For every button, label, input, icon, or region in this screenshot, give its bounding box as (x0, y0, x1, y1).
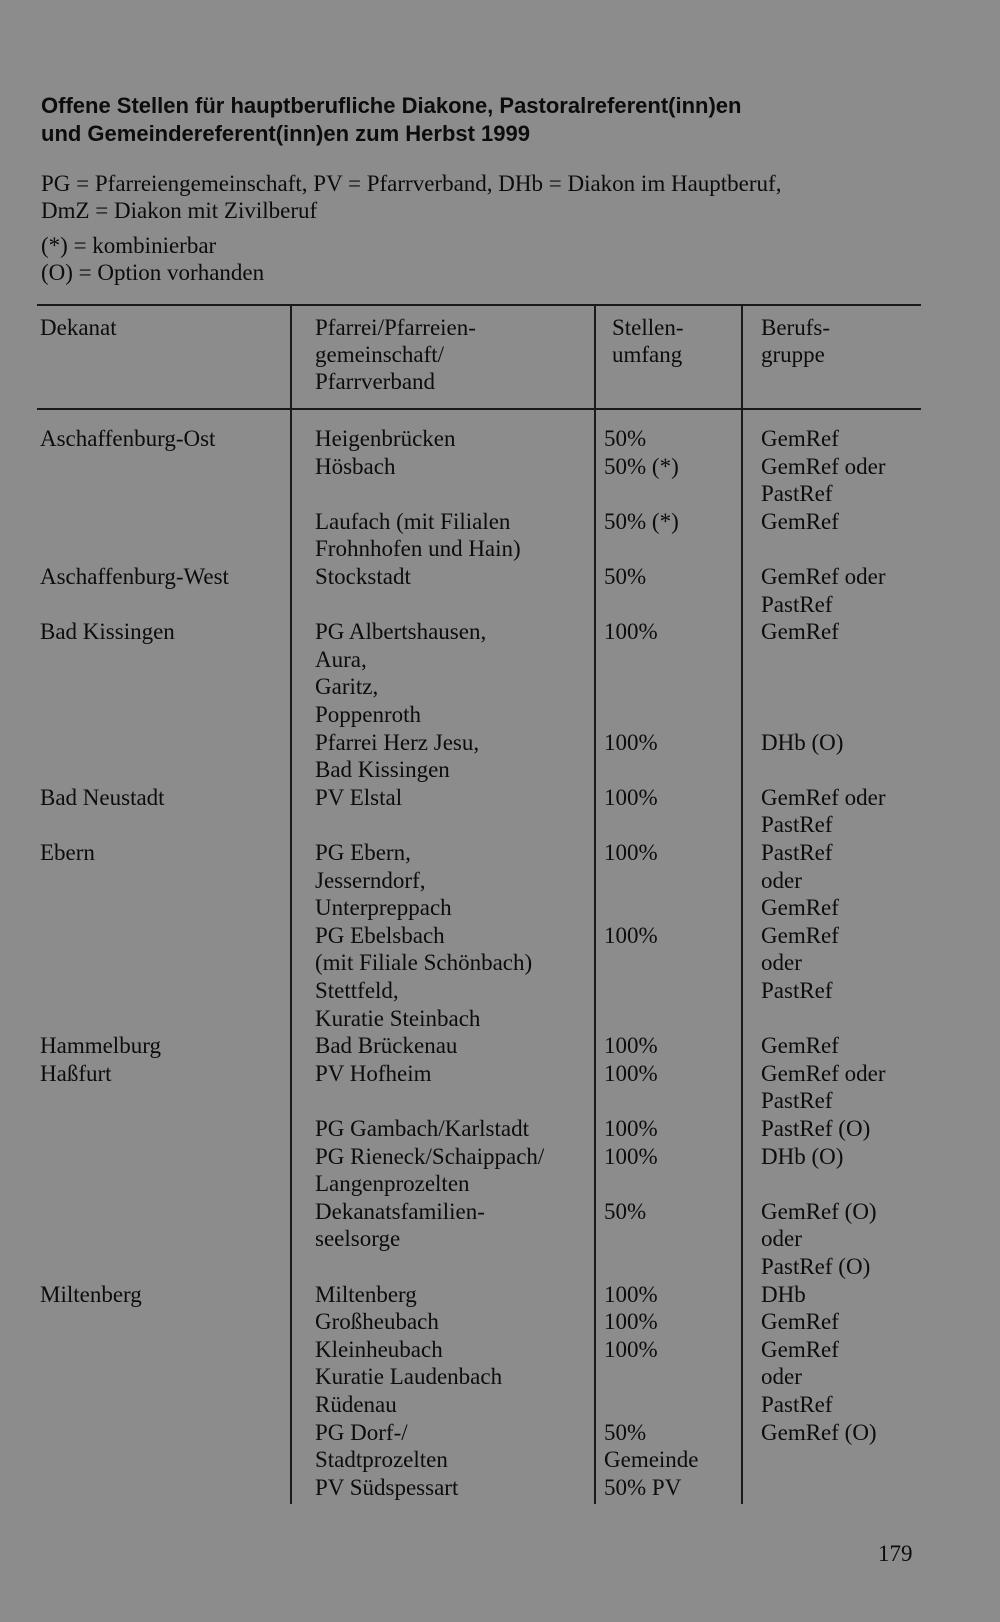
cell-stellenumfang: 100% (604, 840, 658, 865)
cell-berufsgruppe: PastRef oder GemRef (761, 840, 839, 921)
cell-stellenumfang: 50% Gemeinde 50% PV (604, 1419, 699, 1500)
cell-dekanat: Miltenberg (40, 1281, 142, 1307)
column-divider (741, 304, 743, 1504)
legend-line-4: (O) = Option vorhanden (41, 260, 265, 285)
header-stellenumfang: Stellen- umfang (612, 315, 684, 367)
table-top-rule (37, 304, 921, 306)
cell-stellenumfang: 50% (604, 426, 647, 451)
cell-stellenumfang: 100% (604, 1060, 658, 1086)
title-line-2: und Gemeindereferent(inn)en zum Herbst 1999 (41, 121, 530, 146)
cell-berufsgruppe: GemRef (761, 508, 839, 534)
cell-berufsgruppe: DHb (O) (761, 1143, 844, 1169)
header-berufsgruppe: Berufs- gruppe (761, 315, 830, 367)
cell-dekanat: Bad Neustadt (40, 784, 165, 810)
cell-stellenumfang: 100% (604, 1309, 658, 1335)
legend-line-2: DmZ = Diakon mit Zivilberuf (41, 198, 318, 223)
cell-pfarrei: PG Ebern, Jesserndorf, Unterpreppach (315, 840, 452, 921)
cell-berufsgruppe: GemRef (761, 1033, 839, 1059)
cell-pfarrei: Hösbach (315, 453, 396, 479)
cell-stellenumfang: 50% (*) (604, 453, 679, 479)
column-divider (290, 304, 292, 1504)
cell-berufsgruppe: DHb (761, 1281, 806, 1307)
cell-dekanat: Ebern (40, 840, 95, 865)
cell-pfarrei: PG Dorf-/ Stadtprozelten PV Südspessart (315, 1419, 459, 1500)
cell-berufsgruppe: GemRef (761, 619, 839, 645)
cell-stellenumfang: 100% (604, 1143, 658, 1169)
legend-line-1: PG = Pfarreiengemeinschaft, PV = Pfarrverband, DHb = Diakon im Hauptberuf, (41, 171, 782, 196)
cell-berufsgruppe: GemRef oder PastRef (761, 453, 886, 507)
cell-pfarrei: Laufach (mit Filialen Frohnhofen und Hain) (315, 508, 521, 562)
cell-stellenumfang: 100% (604, 1336, 658, 1362)
cell-pfarrei: Stockstadt (315, 564, 411, 589)
cell-pfarrei: Miltenberg (315, 1281, 417, 1307)
cell-dekanat: Hammelburg (40, 1033, 161, 1059)
cell-dekanat: Aschaffenburg-West (40, 564, 229, 589)
cell-berufsgruppe: GemRef (O) oder PastRef (O) (761, 1198, 877, 1279)
cell-dekanat: Aschaffenburg-Ost (40, 426, 216, 451)
cell-pfarrei: Pfarrei Herz Jesu, Bad Kissingen (315, 729, 480, 783)
cell-pfarrei: PG Rieneck/Schaippach/ Langenprozelten (315, 1143, 545, 1197)
cell-pfarrei: PG Ebelsbach (mit Filiale Schönbach) Stettfeld, Kuratie Steinbach (315, 922, 533, 1031)
cell-pfarrei: PV Hofheim (315, 1060, 432, 1086)
cell-stellenumfang: 100% (604, 784, 658, 810)
cell-pfarrei: Kleinheubach Kuratie Laudenbach Rüdenau (315, 1336, 503, 1417)
cell-berufsgruppe: GemRef oder PastRef (761, 1336, 839, 1417)
cell-pfarrei: Dekanatsfamilien- seelsorge (315, 1198, 485, 1252)
cell-dekanat: Bad Kissingen (40, 619, 175, 645)
cell-pfarrei: Großheubach (315, 1309, 439, 1335)
table-header-rule (37, 408, 921, 410)
cell-stellenumfang: 100% (604, 922, 658, 948)
header-pfarrei: Pfarrei/Pfarreien- gemeinschaft/ Pfarrverband (315, 315, 476, 394)
cell-berufsgruppe: PastRef (O) (761, 1116, 871, 1141)
cell-stellenumfang: 50% (604, 564, 647, 589)
cell-pfarrei: PV Elstal (315, 784, 403, 810)
title-line-1: Offene Stellen für hauptberufliche Diakone, Pastoralreferent(inn)en (41, 93, 742, 118)
cell-pfarrei: PG Albertshausen, Aura, Garitz, Poppenroth (315, 619, 487, 727)
cell-berufsgruppe: GemRef (761, 1309, 839, 1335)
header-dekanat: Dekanat (40, 315, 117, 340)
cell-stellenumfang: 50% (*) (604, 508, 679, 534)
page-number: 179 (878, 1541, 913, 1566)
cell-berufsgruppe: GemRef (761, 426, 839, 451)
cell-pfarrei: Heigenbrücken (315, 426, 456, 451)
cell-stellenumfang: 50% (604, 1198, 647, 1224)
cell-dekanat: Haßfurt (40, 1060, 112, 1086)
cell-stellenumfang: 100% (604, 619, 658, 645)
cell-pfarrei: Bad Brückenau (315, 1033, 458, 1059)
cell-berufsgruppe: GemRef oder PastRef (761, 564, 886, 617)
document-title (41, 92, 941, 148)
cell-berufsgruppe: GemRef oder PastRef (761, 922, 839, 1003)
cell-stellenumfang: 100% (604, 1033, 658, 1059)
cell-berufsgruppe: GemRef oder PastRef (761, 1060, 886, 1114)
cell-stellenumfang: 100% (604, 1116, 658, 1141)
cell-pfarrei: PG Gambach/Karlstadt (315, 1116, 529, 1141)
cell-berufsgruppe: GemRef (O) (761, 1419, 877, 1445)
cell-berufsgruppe: GemRef oder PastRef (761, 784, 886, 838)
column-divider (594, 304, 596, 1504)
positions-table (37, 304, 921, 1504)
cell-stellenumfang: 100% (604, 729, 658, 755)
abbreviation-legend (41, 170, 981, 286)
cell-berufsgruppe: DHb (O) (761, 729, 844, 755)
cell-stellenumfang: 100% (604, 1281, 658, 1307)
legend-line-3: (*) = kombinierbar (41, 233, 217, 258)
